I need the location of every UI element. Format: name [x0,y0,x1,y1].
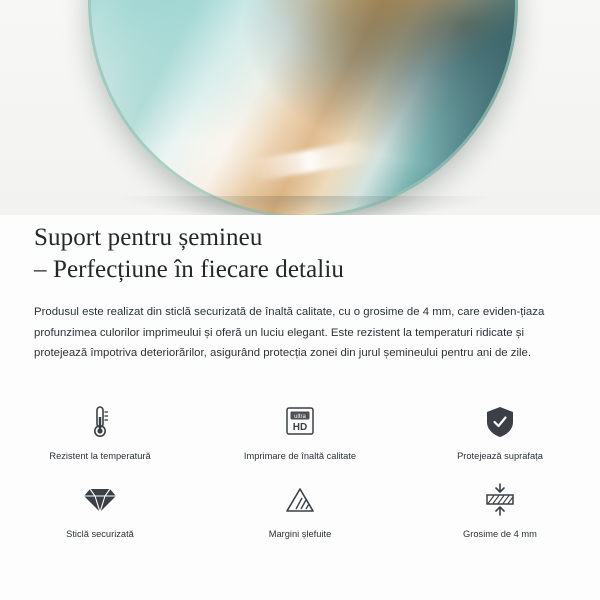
feature-item-temperature [0,400,200,462]
diamond-icon [83,478,117,522]
feature-grid [0,400,600,540]
feature-label: Margini șlefuite [268,529,332,539]
ultra-hd-icon [282,400,318,444]
feature-label: Sticlă securizată [66,529,134,539]
description-paragraph: Produsul este realizat din sticlă securizată de înaltă calitate, cu o grosime de 4 mm, care eviden-țiaza profunzimea culorilor imprimeului și oferă un luciu elegant. Este rezistent la temperaturi ridicate și protejează împotriva deteriorărilor, asigurând protecția zonei din jurul șemineului pentru ani de zile. [34,306,545,359]
feature-item-thickness [400,478,600,540]
thermometer-icon [87,400,113,444]
thickness-4mm-icon [483,478,517,522]
hero-image [0,0,600,215]
feature-label: Imprimare de înaltă calitate [243,451,357,461]
page-title-line-1: Suport pentru șemineu [34,224,263,251]
feature-item-polished-edges [200,478,400,540]
svg-text:ultra: ultra [294,413,306,420]
feature-label: Protejează suprafața [457,451,543,461]
feature-item-tempered-glass [0,478,200,540]
page-title [0,222,600,286]
polished-edges-icon [283,478,317,522]
shield-check-icon [484,400,516,444]
content-block [0,222,600,364]
feature-label: Grosime de 4 mm [463,529,537,539]
page-title-line-2: – Perfecțiune în fiecare detaliu [34,256,344,283]
feature-item-print-quality [200,400,400,462]
feature-item-surface-protection [400,400,600,462]
svg-text:HD: HD [292,422,308,433]
feature-label: Rezistent la temperatură [49,451,151,461]
